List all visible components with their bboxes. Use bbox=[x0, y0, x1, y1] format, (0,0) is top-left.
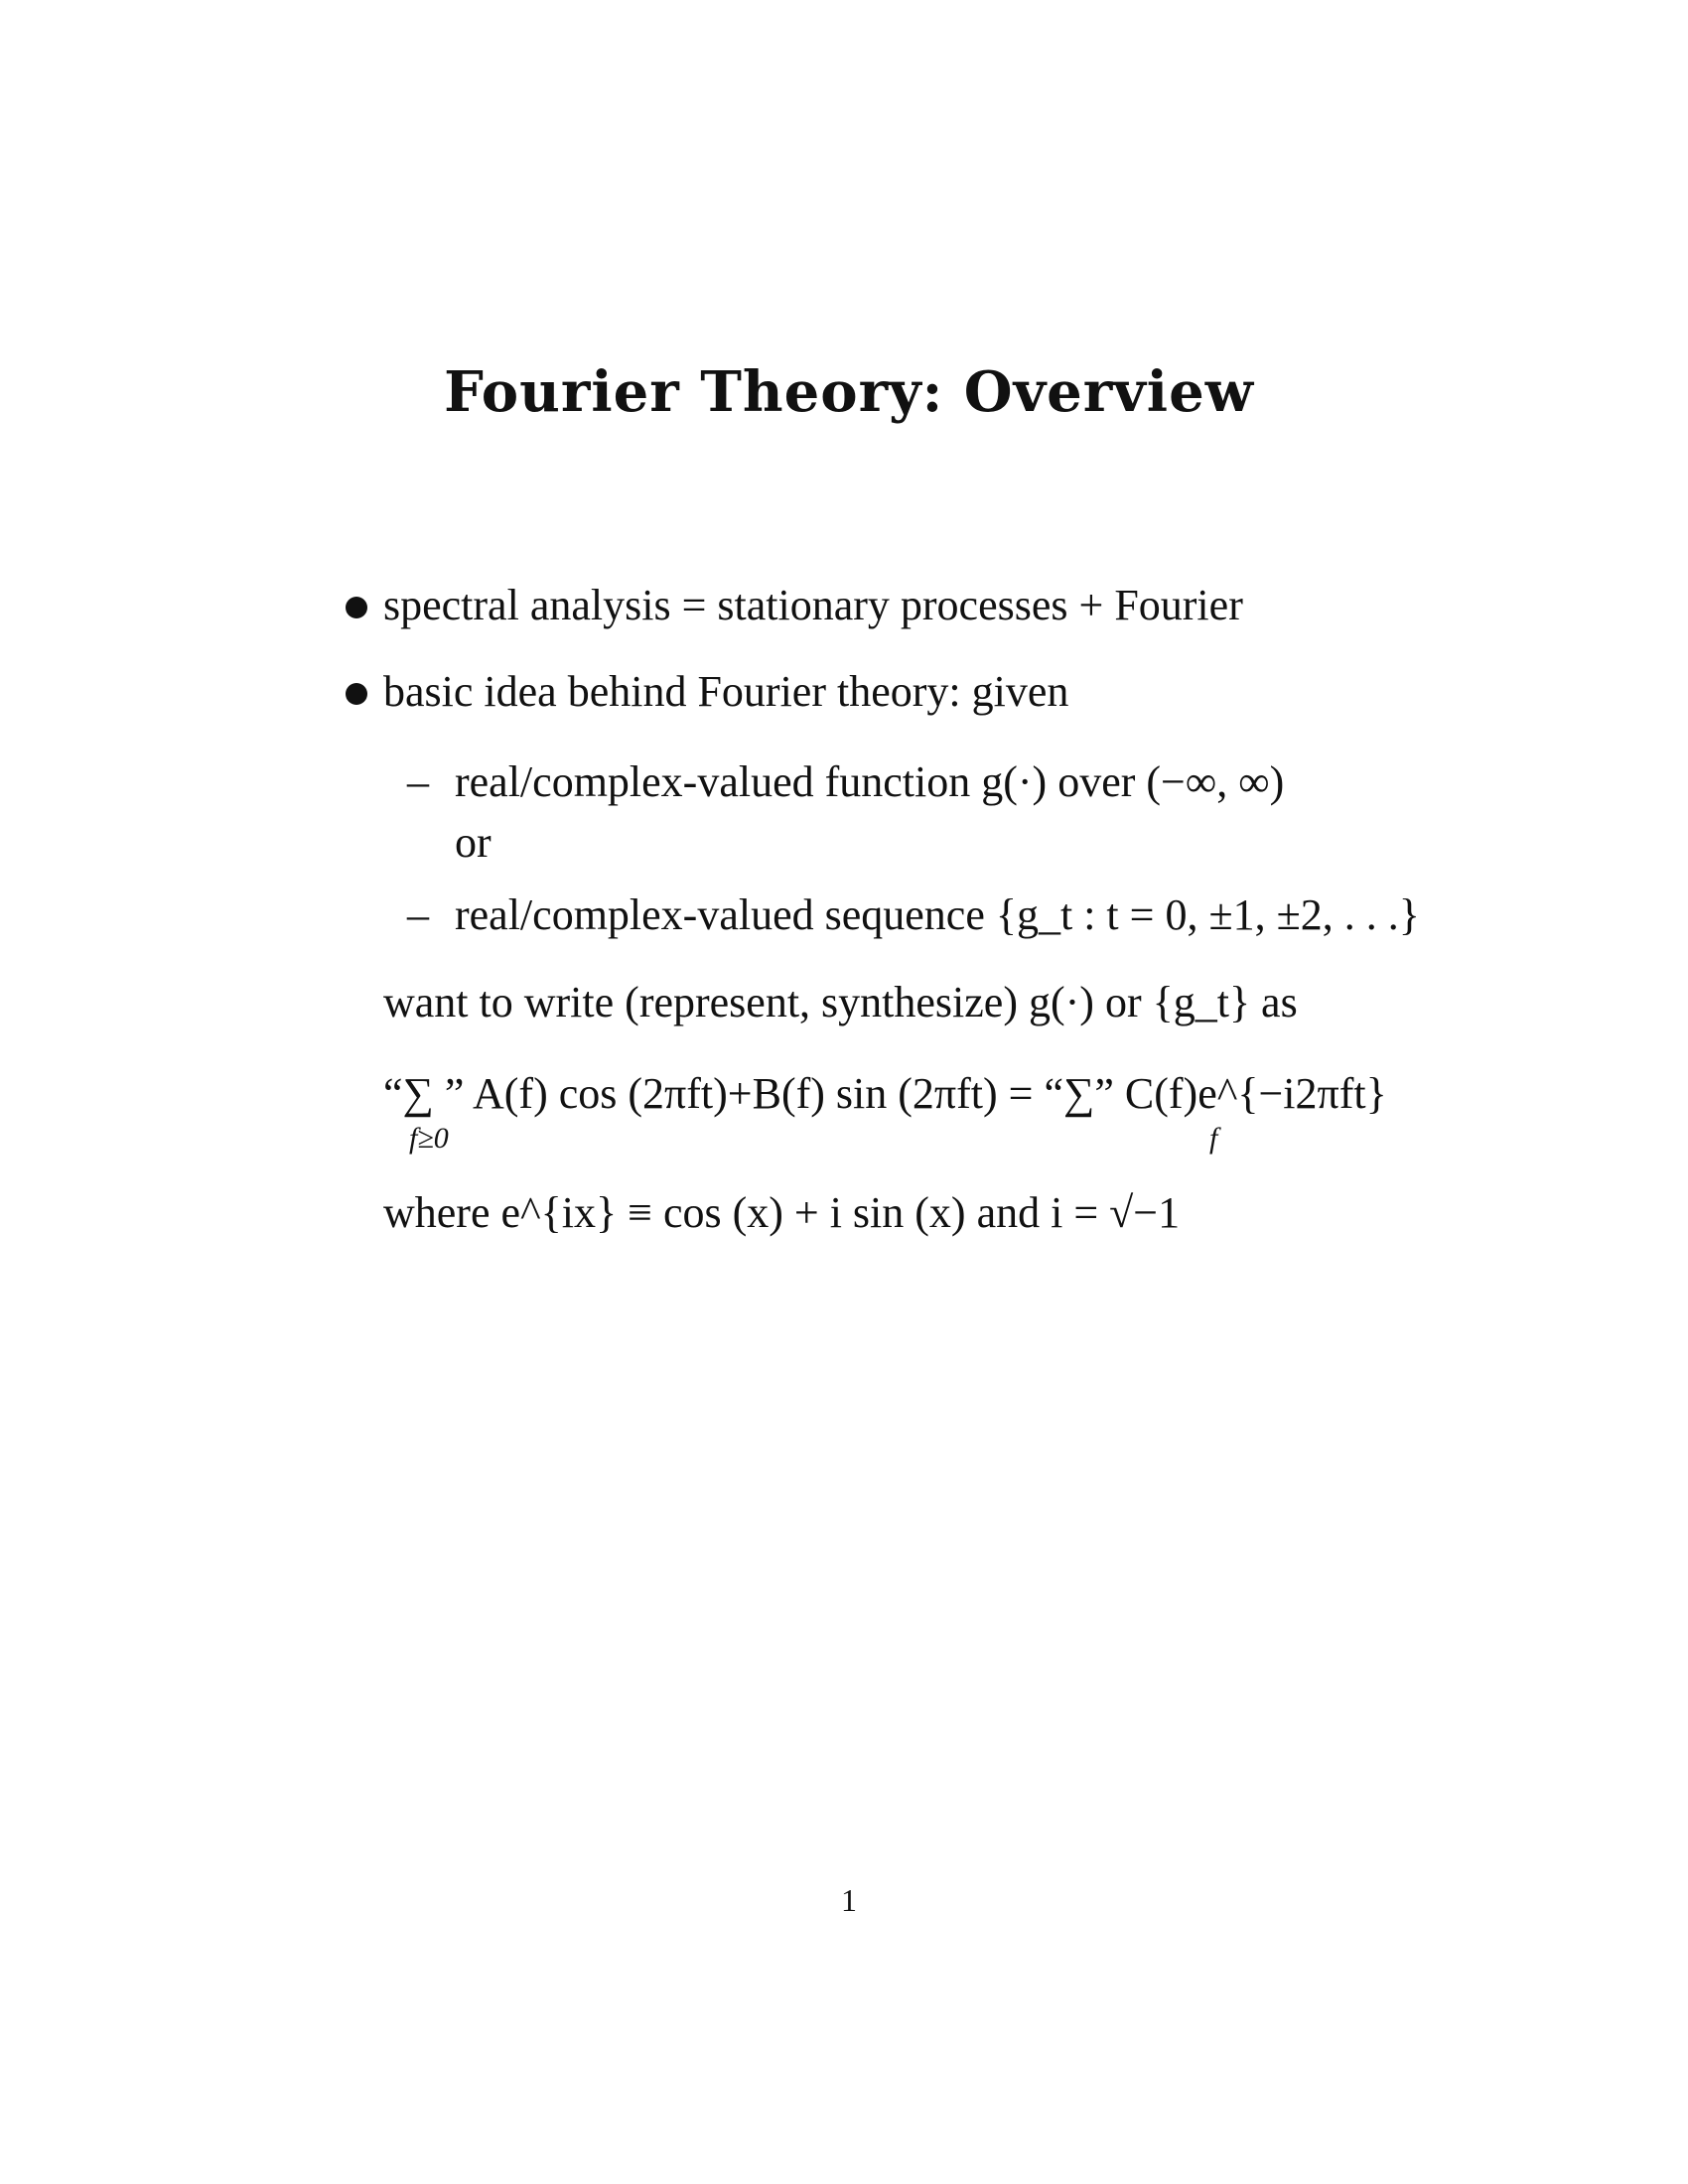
bullet-2-text: basic idea behind Fourier theory: given bbox=[383, 667, 1069, 716]
dash-icon: – bbox=[407, 890, 429, 939]
bullet-dot-icon bbox=[346, 597, 367, 618]
subitem-2-text: real/complex-valued sequence {g_t : t = 0, ±1, ±2, . . .} bbox=[455, 890, 1420, 939]
where-line: where e^{ix} ≡ cos (x) + i sin (x) and i = √−1 bbox=[383, 1188, 1181, 1237]
left-sum-index: f≥0 bbox=[409, 1122, 449, 1155]
subitem-1-text: real/complex-valued function g(·) over (−∞, ∞) bbox=[455, 757, 1285, 806]
subitem-1-line-1 bbox=[407, 757, 1285, 806]
page-number: 1 bbox=[841, 1882, 857, 1918]
want-line: want to write (represent, synthesize) g(·) or {g_t} as bbox=[383, 978, 1298, 1026]
bullet-1-text: spectral analysis = stationary processes + Fourier bbox=[383, 581, 1243, 629]
subitem-1-line-2: or bbox=[455, 818, 492, 867]
formula-expression: “∑ ” A(f) cos (2πft)+B(f) sin (2πft) = “∑” C(f)e^{−i2πft} bbox=[383, 1069, 1387, 1118]
right-sum-index: f bbox=[1209, 1122, 1218, 1155]
fourier-formula bbox=[383, 1069, 1387, 1118]
subitem-2-line bbox=[407, 890, 1420, 939]
bullet-dot-icon bbox=[346, 683, 367, 705]
dash-icon: – bbox=[407, 757, 429, 806]
page-title: Fourier Theory: Overview bbox=[444, 359, 1254, 425]
